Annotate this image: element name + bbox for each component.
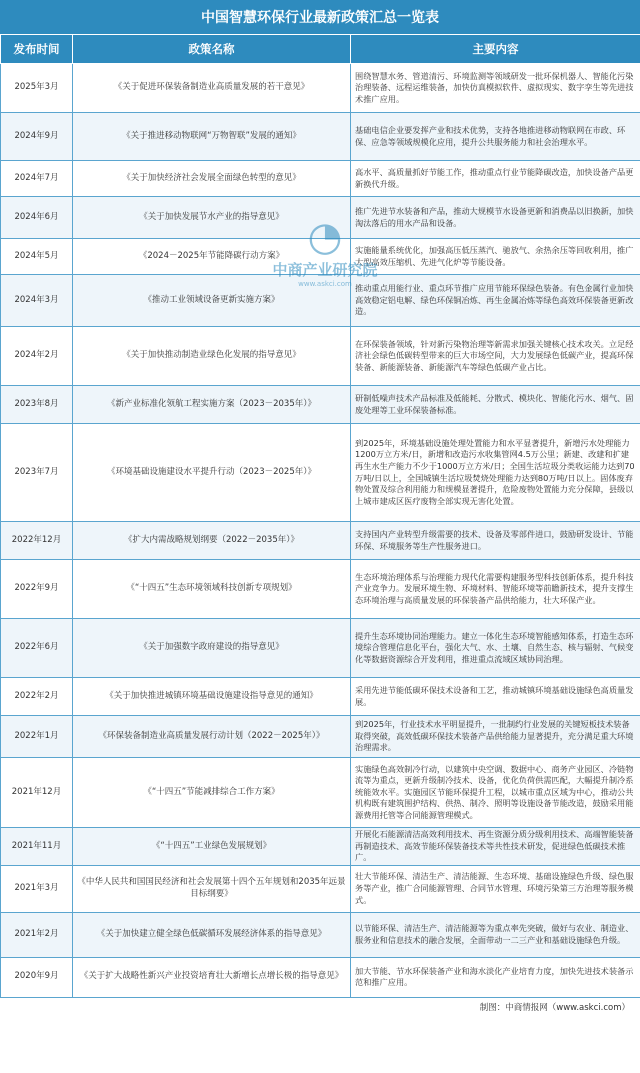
table-body [1,64,640,998]
table-row [1,678,640,716]
row-content: 实施能量系统优化，加强高压低压蒸汽、驰放气、余热余压等回收利用，推广大型高效压缩机、先进气化炉等节能设备。 [351,239,640,275]
footer-source: 制图：中商情报网（www.askci.com） [479,1002,630,1013]
row-content: 高水平、高质量抓好节能工作，推动重点行业节能降碳改造，加快设备产品更新换代升级。 [351,161,640,197]
table-row [1,522,640,560]
row-date: 2022年1月 [1,716,73,758]
row-date: 2023年8月 [1,386,73,424]
table-row [1,64,640,113]
row-content: 生态环境治理体系与治理能力现代化需要构建服务型科技创新体系，提升科技产业竞争力。发展环境生物、环境材料、智能环境等前瞻新技术，提升支撑生态环境治理与高质量发展的环保装备产品供给能力，壮大环保产业。 [351,560,640,619]
row-date: 2021年11月 [1,828,73,866]
row-content: 到2025年，行业技术水平明显提升，一批制约行业发展的关键短板技术装备取得突破，高效低碳环保技术装备产品供给能力显著提升，充分满足重大环境治理需求。 [351,716,640,758]
table-row [1,716,640,758]
row-policy-name: 《扩大内需战略规划纲要（2022－2035年）》 [73,522,351,560]
row-content: 以节能环保、清洁生产、清洁能源等为重点率先突破，做好与农业、制造业、服务业和信息技术的融合发展，全面带动一二三产业和基础设施绿色升级。 [351,912,640,957]
row-policy-name: 《“十四五”节能减排综合工作方案》 [73,758,351,828]
policy-table [0,34,640,998]
row-policy-name: 《关于加快经济社会发展全面绿色转型的意见》 [73,161,351,197]
watermark-url: www.askci.com [298,280,352,288]
row-date: 2021年2月 [1,912,73,957]
table-row [1,912,640,957]
row-content: 加大节能、节水环保装备产业和海水淡化产业培育力度，加快先进技术装备示范和推广应用。 [351,957,640,997]
header-name: 政策名称 [73,35,351,64]
table-row [1,424,640,522]
row-date: 2024年9月 [1,113,73,161]
table-row [1,828,640,866]
row-policy-name: 《2024－2025年节能降碳行动方案》 [73,239,351,275]
row-policy-name: 《“十四五”生态环境领域科技创新专项规划》 [73,560,351,619]
row-policy-name: 《推动工业领域设备更新实施方案》 [73,275,351,327]
table-row [1,197,640,239]
row-date: 2021年12月 [1,758,73,828]
row-content: 支持国内产业转型升级需要的技术、设备及零部件进口，鼓励研发设计、节能环保、环境服务等生产性服务进口。 [351,522,640,560]
row-policy-name: 《环保装备制造业高质量发展行动计划（2022－2025年）》 [73,716,351,758]
table-row [1,758,640,828]
row-date: 2020年9月 [1,957,73,997]
row-policy-name: 《关于加快建立健全绿色低碳循环发展经济体系的指导意见》 [73,912,351,957]
table-row [1,275,640,327]
row-content: 研制低噪声技术产品标准及低能耗、分散式、模块化、智能化污水、烟气、固废处理等工业环保装备标准。 [351,386,640,424]
table-row [1,865,640,912]
row-policy-name: 《中华人民共和国国民经济和社会发展第十四个五年规划和2035年远景目标纲要》 [73,865,351,912]
row-content: 到2025年，环境基础设施处理处置能力和水平显著提升，新增污水处理能力1200万立方米/日，新增和改造污水收集管网4.5万公里；新建、改建和扩建再生水生产能力不少于1000万立方米/日；全国生活垃圾分类收运能力达到70万吨/日以上，全国城镇生活垃圾焚烧处理能力达到80万吨/日以上。固体废弃物处置及综合利用能力和规模显著提升，危险废物处置能力充分保障，县级以上城市建成区医疗废物全部实现无害化处置。 [351,424,640,522]
row-date: 2022年2月 [1,678,73,716]
table-row [1,239,640,275]
table-row [1,386,640,424]
table-row [1,560,640,619]
row-date: 2022年6月 [1,619,73,678]
table-row [1,113,640,161]
header-content: 主要内容 [351,35,640,64]
table-title: 中国智慧环保行业最新政策汇总一览表 [0,0,640,34]
row-date: 2022年12月 [1,522,73,560]
row-policy-name: 《关于推进移动物联网“万物智联”发展的通知》 [73,113,351,161]
row-date: 2022年9月 [1,560,73,619]
row-date: 2024年3月 [1,275,73,327]
row-policy-name: 《“十四五”工业绿色发展规划》 [73,828,351,866]
row-policy-name: 《关于促进环保装备制造业高质量发展的若干意见》 [73,64,351,113]
row-content: 围绕智慧水务、管道清污、环境监测等领域研发一批环保机器人、智能化污染治理装备、远程运维装备，加快仿真模拟软件、虚拟现实、数字孪生等先进技术推广应用。 [351,64,640,113]
row-content: 在环保装备领域，针对新污染物治理等新需求加强关键核心技术攻关。立足经济社会绿色低碳转型带来的巨大市场空间，大力发展绿色低碳产业，提高环保装备、新能源装备、新能源汽车等绿色低碳产业占比。 [351,327,640,386]
row-date: 2024年7月 [1,161,73,197]
row-content: 推动重点用能行业、重点环节推广应用节能环保绿色装备。有色金属行业加快高效稳定铝电解、绿色环保铜冶炼、再生金属冶炼等绿色高效环保装备更新改造。 [351,275,640,327]
row-date: 2024年6月 [1,197,73,239]
watermark-brand: 中商产业研究院 [272,261,378,279]
row-policy-name: 《关于加快发展节水产业的指导意见》 [73,197,351,239]
row-content: 提升生态环境协同治理能力。建立一体化生态环境智能感知体系，打造生态环境综合管理信息化平台，强化大气、水、土壤、自然生态、核与辐射、气候变化等数据资源综合开发利用，推进重点流域区域协同治理。 [351,619,640,678]
header-date: 发布时间 [1,35,73,64]
row-policy-name: 《环境基础设施建设水平提升行动（2023－2025年）》 [73,424,351,522]
row-content: 壮大节能环保、清洁生产、清洁能源、生态环境、基础设施绿色升级、绿色服务等产业，推广合同能源管理、合同节水管理、环境污染第三方治理等服务模式。 [351,865,640,912]
row-policy-name: 《关于加快推动制造业绿色化发展的指导意见》 [73,327,351,386]
watermark-logo-icon: ◔ [307,214,343,260]
row-content: 采用先进节能低碳环保技术设备和工艺，推动城镇环境基础设施绿色高质量发展。 [351,678,640,716]
row-content: 推广先进节水装备和产品，推动大规模节水设备更新和消费品以旧换新，加快淘汰落后的用水产品和设备。 [351,197,640,239]
table-row [1,619,640,678]
row-policy-name: 《关于扩大战略性新兴产业投资培育壮大新增长点增长极的指导意见》 [73,957,351,997]
row-date: 2023年7月 [1,424,73,522]
row-policy-name: 《关于加快推进城镇环境基础设施建设指导意见的通知》 [73,678,351,716]
row-policy-name: 《新产业标准化领航工程实施方案（2023－2035年）》 [73,386,351,424]
row-policy-name: 《关于加强数字政府建设的指导意见》 [73,619,351,678]
row-content: 开展化石能源清洁高效利用技术、再生资源分质分级利用技术、高端智能装备再制造技术、高效节能环保装备技术等共性技术研发，促进绿色低碳技术推广。 [351,828,640,866]
row-content: 基础电信企业要发挥产业和技术优势，支持各地推进移动物联网在市政、环保、应急等领域规模化应用，提升公共服务能力和社会治理水平。 [351,113,640,161]
row-date: 2025年3月 [1,64,73,113]
table-row [1,957,640,997]
table-row [1,327,640,386]
row-date: 2021年3月 [1,865,73,912]
row-content: 实施绿色高效制冷行动，以建筑中央空调、数据中心、商务产业园区、冷链物流等为重点，更新升级制冷技术、设备，优化负荷供需匹配，大幅提升制冷系统能效水平。实施园区节能环保提升工程，以城市重点区域为中心，推动公共机构既有建筑围护结构、供热、制冷、照明等设施设备节能改造，鼓励采用能源费用托管等合同能源管理模式。 [351,758,640,828]
table-row [1,161,640,197]
row-date: 2024年2月 [1,327,73,386]
row-date: 2024年5月 [1,239,73,275]
header-row [1,35,640,64]
